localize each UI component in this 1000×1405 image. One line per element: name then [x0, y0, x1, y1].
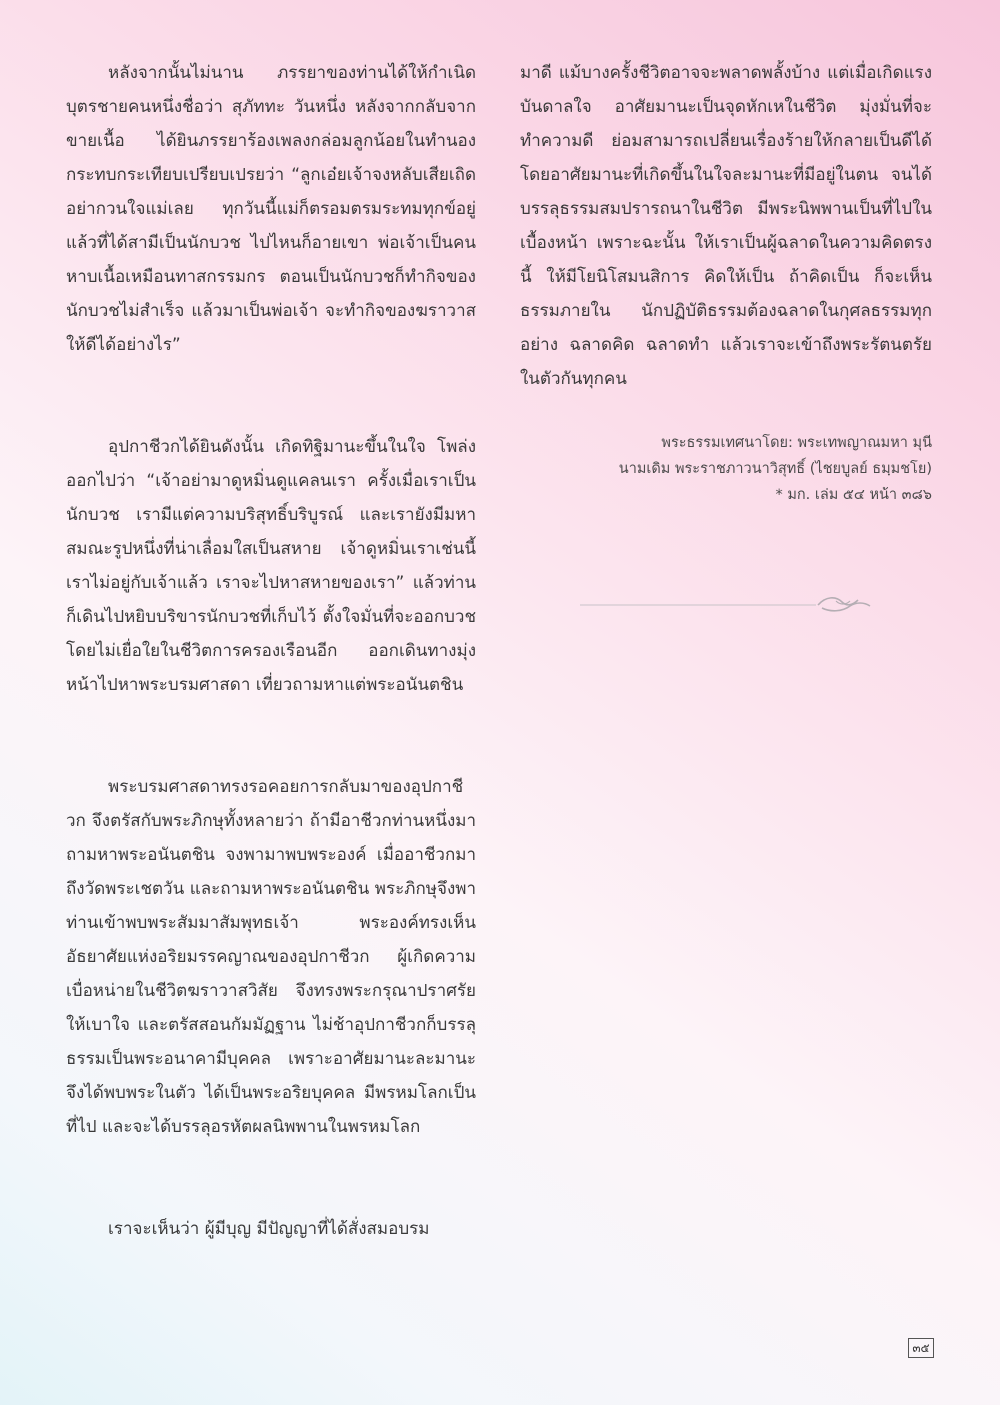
sermon-credits [520, 430, 932, 508]
page-number: ๓๕ [908, 1338, 934, 1358]
paragraph-sutthatha-story: หลังจากนั้นไม่นาน ภรรยาของท่านได้ให้กำเนิดบุตรชายคนหนึ่งชื่อว่า สุภัททะ วันหนึ่ง หลังจากกลับจากขายเนื้อ ได้ยินภรรยาร้องเพลงกล่อมลูกน้อยในทำนองกระทบกระเทียบเปรียบเปรยว่า “ลูกเอ๋ยเจ้าจงหลับเสียเถิด อย่ากวนใจแม่เลย ทุกวันนี้แม่ก็ตรอมตรมระทมทุกข์อยู่แล้วที่ได้สามีเป็นนักบวช ไปไหนก็อายเขา พ่อเจ้าเป็นคนหาบเนื้อเหมือนทาสกรรมกร ตอนเป็นนักบวชก็ทำกิจของนักบวชไม่สำเร็จ แล้วมาเป็นพ่อเจ้า จะทำกิจของฆราวาสให้ดีได้อย่างไร” [66, 63, 476, 355]
divider-ornament-icon [580, 592, 872, 614]
credit-line-former-name: นามเดิม พระราชภาวนาวิสุทธิ์ (ไชยบูลย์ ธมฺมชโย) [618, 461, 932, 477]
right-column [520, 56, 932, 508]
paragraph-buddha-teaching: พระบรมศาสดาทรงรอคอยการกลับมาของอุปกาชีวก จึงตรัสกับพระภิกษุทั้งหลายว่า ถ้ามีอาชีวกท่านหนึ่งมาถามหาพระอนันตชิน จงพามาพบพระองค์ เมื่ออาชีวกมาถึงวัดพระเชตวัน และถามหาพระอนันตชิน พระภิกษุจึงพาท่านเข้าพบพระสัมมาสัมพุทธเจ้า พระองค์ทรงเห็นอัธยาศัยแห่งอริยมรรคญาณของอุปกาชีวก ผู้เกิดความเบื่อหน่ายในชีวิตฆราวาสวิสัย จึงทรงพระกรุณาปราศรัยให้เบาใจ และตรัสสอนกัมมัฏฐาน ไม่ช้าอุปกาชีวกก็บรรลุธรรมเป็นพระอนาคามีบุคคล เพราะอาศัยมานะละมานะจึงได้พบพระในตัว ได้เป็นพระอริยบุคคล มีพรหมโลกเป็นที่ไป และจะได้บรรลุอรหัตผลนิพพานในพรหมโลก [66, 777, 476, 1137]
left-column [66, 56, 476, 1246]
paragraph-conclusion-continued: มาดี แม้บางครั้งชีวิตอาจจะพลาดพลั้งบ้าง แต่เมื่อเกิดแรงบันดาลใจ อาศัยมานะเป็นจุดหักเหในชีวิต มุ่งมั่นที่จะทำความดี ย่อมสามารถเปลี่ยนเรื่องร้ายให้กลายเป็นดีได้ โดยอาศัยมานะที่เกิดขึ้นในใจละมานะที่มีอยู่ในตน จนได้บรรลุธรรมสมปรารถนาในชีวิต มีพระนิพพานเป็นที่ไปในเบื้องหน้า เพราะฉะนั้น ให้เราเป็นผู้ฉลาดในความคิดตรงนี้ ให้มีโยนิโสมนสิการ คิดให้เป็น ถ้าคิดเป็น ก็จะเห็นธรรมภายใน นักปฏิบัติธรรมต้องฉลาดในกุศลธรรมทุกอย่าง ฉลาดคิด ฉลาดทำ แล้วเราจะเข้าถึงพระรัตนตรัยในตัวกันทุกคน [520, 63, 932, 389]
paragraph-upaka-response: อุปกาชีวกได้ยินดังนั้น เกิดทิฐิมานะขึ้นในใจ โพล่งออกไปว่า “เจ้าอย่ามาดูหมิ่นดูแคลนเรา ครั้งเมื่อเราเป็นนักบวช เรามีแต่ความบริสุทธิ์บริบูรณ์ และเรายังมีมหาสมณะรูปหนึ่งที่น่าเลื่อมใสเป็นสหาย เจ้าดูหมิ่นเราเช่นนี้ เราไม่อยู่กับเจ้าแล้ว เราจะไปหาสหายของเรา” แล้วท่านก็เดินไปหยิบบริขารนักบวชที่เก็บไว้ ตั้งใจมั่นที่จะออกบวช โดยไม่เยื่อใยในชีวิตการครองเรือนอีก ออกเดินทางมุ่งหน้าไปหาพระบรมศาสดา เที่ยวถามหาแต่พระอนันตชิน [66, 437, 476, 695]
credit-line-reference: * มก. เล่ม ๕๔ หน้า ๓๘๖ [775, 487, 932, 503]
paragraph-conclusion-start: เราจะเห็นว่า ผู้มีบุญ มีปัญญาที่ได้สั่งสมอบรม [108, 1219, 430, 1239]
credit-line-sermon-by: พระธรรมเทศนาโดย: พระเทพญาณมหา มุนี [661, 435, 932, 451]
